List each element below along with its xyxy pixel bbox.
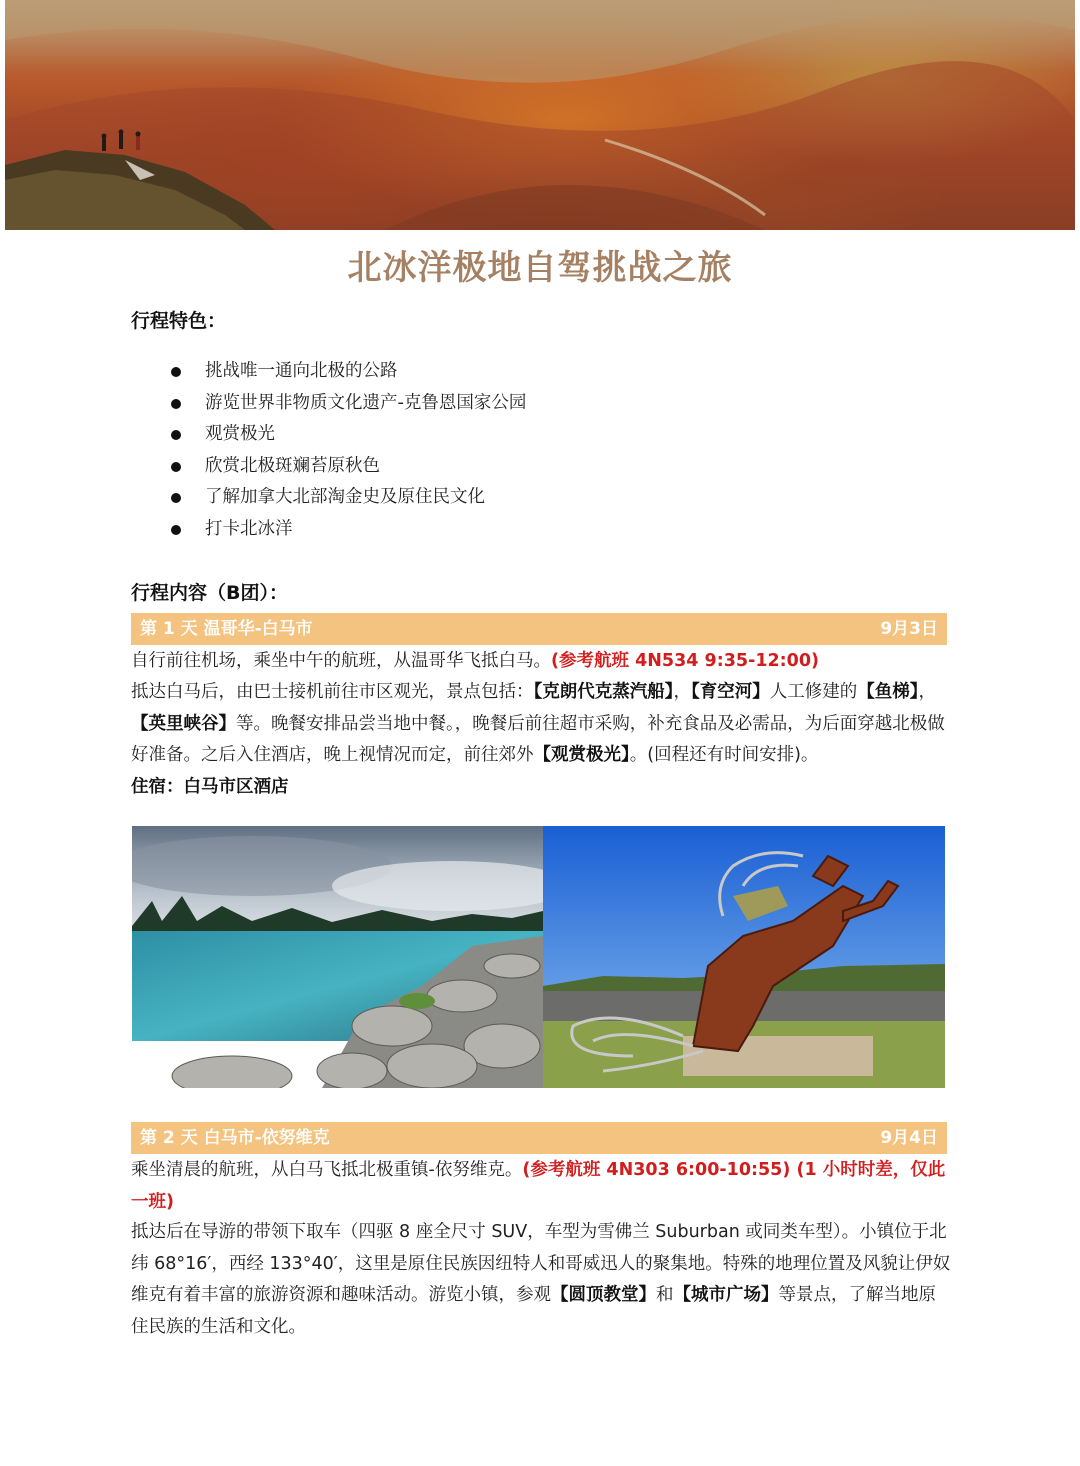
day1-text: 等。晚餐安排品尝当地中餐。，晚餐后前往超市采购，补充食品及必需品，为后面穿越北极做好准备。之后入住酒店，晚上视情况而定，前往郊外	[131, 713, 945, 765]
day2-text: 乘坐清晨的航班，从白马飞抵北极重镇-依努维克。	[131, 1160, 523, 1180]
day1-text: 自行前往机场，乘坐中午的航班，从温哥华飞抵白马。	[131, 651, 551, 671]
day2-text: 和	[656, 1285, 674, 1305]
feature-text: 欣赏北极斑斓苔原秋色	[205, 455, 380, 476]
page-title: 北冰洋极地自驾挑战之旅	[347, 248, 733, 288]
list-item	[169, 451, 526, 483]
day2-text: 抵达后在导游的带领下取车（四驱 8 座全尺寸 SUV，车型为雪佛兰 Suburban 或同类车型）。小镇位于北纬 68°16′，西经 133°40′，这里是原住民族因纽特人和哥威迅人的聚集地。特殊的地理位置及风貌让伊奴维克有着丰富的旅游资源和趣味活动。游览小镇，参观	[131, 1222, 951, 1305]
features-list	[169, 356, 526, 545]
bullet-icon	[171, 525, 181, 535]
day1-paragraph-1	[131, 646, 953, 678]
day2-text: 等景点，了解当地原住民族的生活和文化。	[131, 1285, 936, 1337]
feature-text: 打卡北冰洋	[205, 518, 293, 539]
photo-lake-shore	[132, 826, 543, 1088]
tundra-landscape-illustration	[5, 0, 1075, 230]
day1-text: ，	[918, 682, 936, 702]
day2-date: 9月4日	[880, 1128, 938, 1148]
attraction-name: 【克朗代克蒸汽船】	[533, 682, 674, 702]
feature-text: 游览世界非物质文化遗产-克鲁恩国家公园	[205, 392, 527, 413]
day2-flight-info: (参考航班 4N303 6:00-10:55) (1 小时时差，仅此一班)	[131, 1160, 946, 1212]
bullet-icon	[171, 493, 181, 503]
attraction-name: 【圆顶教堂】	[551, 1285, 656, 1305]
list-item	[169, 419, 526, 451]
bullet-icon	[171, 430, 181, 440]
list-item	[169, 388, 526, 420]
day1-text: 抵达白马后，由巴士接机前往市区观光，景点包括：	[131, 682, 534, 702]
feature-text: 挑战唯一通向北极的公路	[205, 361, 398, 381]
day1-header-bar	[131, 613, 947, 645]
feature-text: 了解加拿大北部淘金史及原住民文化	[205, 487, 485, 507]
day1-text: ，	[673, 682, 691, 702]
day1-paragraph-2	[131, 677, 953, 772]
day2-label: 第 2 天 白马市-依努维克	[140, 1128, 330, 1148]
day1-label: 第 1 天 温哥华-白马市	[140, 619, 313, 639]
horse-sculpture-illustration	[543, 826, 945, 1088]
itinerary-page	[5, 0, 1075, 1466]
day2-paragraph-2	[131, 1217, 953, 1343]
attraction-name: 【育空河】	[691, 682, 770, 702]
day1-text: 。(回程还有时间安排)。	[629, 745, 819, 765]
lake-photo-illustration	[132, 826, 543, 1088]
day2-header-bar	[131, 1122, 947, 1154]
list-item	[169, 514, 526, 546]
attraction-name: 【英里峡谷】	[131, 713, 236, 734]
attraction-name: 【鱼梯】	[857, 682, 919, 702]
feature-text: 观赏极光	[205, 424, 275, 444]
list-item	[169, 356, 526, 388]
itinerary-heading: 行程内容（B团）：	[131, 582, 288, 604]
day1-lodging: 住宿：白马市区酒店	[131, 777, 289, 797]
photo-horse-sculpture	[543, 826, 945, 1088]
hero-banner-image	[5, 0, 1075, 230]
attraction-name: 【城市广场】	[673, 1285, 779, 1305]
day1-date: 9月3日	[880, 619, 938, 639]
day2-paragraph-1	[131, 1155, 953, 1218]
features-heading: 行程特色：	[131, 310, 227, 332]
list-item	[169, 482, 526, 514]
day1-text: 人工修建的	[769, 682, 858, 702]
attraction-name: 【观赏极光】	[533, 745, 630, 765]
bullet-icon	[171, 367, 181, 377]
bullet-icon	[171, 399, 181, 409]
day1-flight-info: (参考航班 4N534 9:35-12:00)	[551, 651, 820, 671]
bullet-icon	[171, 462, 181, 472]
